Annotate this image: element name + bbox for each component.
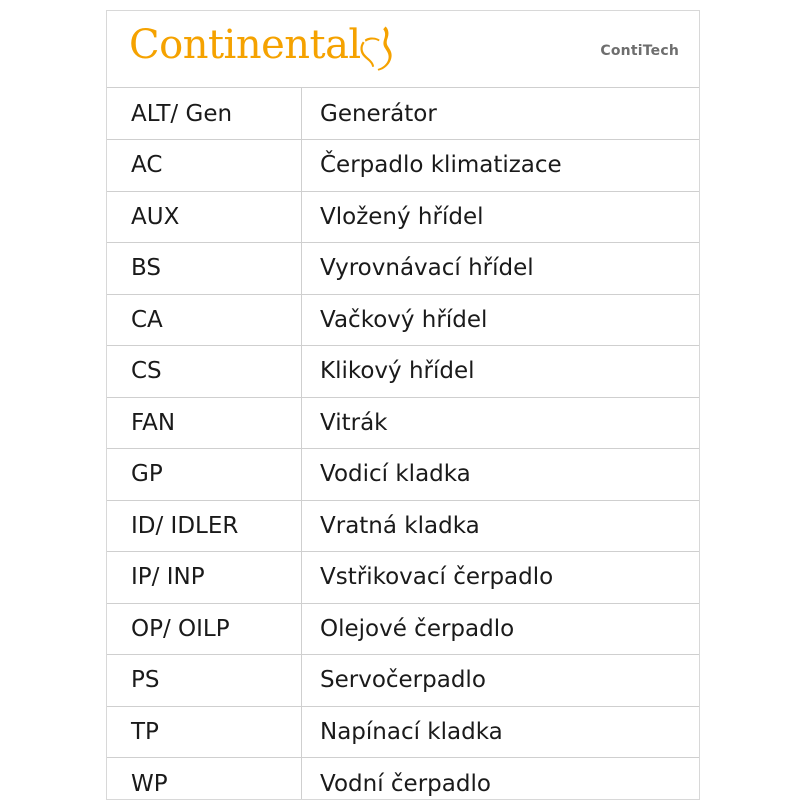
table-row bbox=[107, 88, 699, 140]
table-row bbox=[107, 397, 699, 449]
abbreviation-cell: PS bbox=[107, 655, 302, 707]
abbreviation-cell: GP bbox=[107, 449, 302, 501]
abbreviation-cell: AC bbox=[107, 140, 302, 192]
description-cell: Vložený hřídel bbox=[302, 191, 700, 243]
abbreviation-cell: TP bbox=[107, 706, 302, 758]
description-cell: Olejové čerpadlo bbox=[302, 603, 700, 655]
abbreviation-cell: BS bbox=[107, 243, 302, 295]
abbreviation-cell: ALT/ Gen bbox=[107, 88, 302, 140]
table-row bbox=[107, 346, 699, 398]
table-row bbox=[107, 706, 699, 758]
table-row bbox=[107, 191, 699, 243]
continental-logo bbox=[129, 22, 399, 71]
table-row bbox=[107, 552, 699, 604]
abbreviation-cell: WP bbox=[107, 758, 302, 801]
table-row bbox=[107, 758, 699, 801]
legend-sheet bbox=[106, 10, 700, 800]
description-cell: Vačkový hřídel bbox=[302, 294, 700, 346]
description-cell: Klikový hřídel bbox=[302, 346, 700, 398]
table-row bbox=[107, 603, 699, 655]
description-cell: Napínací kladka bbox=[302, 706, 700, 758]
description-cell: Čerpadlo klimatizace bbox=[302, 140, 700, 192]
description-cell: Vyrovnávací hřídel bbox=[302, 243, 700, 295]
abbreviation-cell: IP/ INP bbox=[107, 552, 302, 604]
continental-wordmark: Continental bbox=[129, 22, 361, 68]
legend-table bbox=[107, 88, 699, 800]
continental-horse-icon bbox=[355, 25, 399, 71]
description-cell: Vodní čerpadlo bbox=[320, 770, 491, 797]
abbreviation-cell: FAN bbox=[107, 397, 302, 449]
contitech-sub-brand: ContiTech bbox=[600, 43, 679, 59]
abbreviation-cell: CS bbox=[107, 346, 302, 398]
table-row bbox=[107, 140, 699, 192]
table-row bbox=[107, 243, 699, 295]
table-row bbox=[107, 449, 699, 501]
description-cell: Generátor bbox=[302, 88, 700, 140]
description-cell: Servočerpadlo bbox=[302, 655, 700, 707]
table-row bbox=[107, 500, 699, 552]
description-cell: Vodicí kladka bbox=[302, 449, 700, 501]
abbreviation-cell: CA bbox=[107, 294, 302, 346]
description-cell: Vratná kladka bbox=[302, 500, 700, 552]
description-cell: Vitrák bbox=[302, 397, 700, 449]
abbreviation-cell: AUX bbox=[107, 191, 302, 243]
legend-table-body bbox=[107, 88, 699, 800]
table-row bbox=[107, 655, 699, 707]
abbreviation-cell: OP/ OILP bbox=[107, 603, 302, 655]
abbreviation-cell: ID/ IDLER bbox=[107, 500, 302, 552]
description-cell: Vstřikovací čerpadlo bbox=[302, 552, 700, 604]
brand-header bbox=[107, 11, 699, 88]
table-row bbox=[107, 294, 699, 346]
